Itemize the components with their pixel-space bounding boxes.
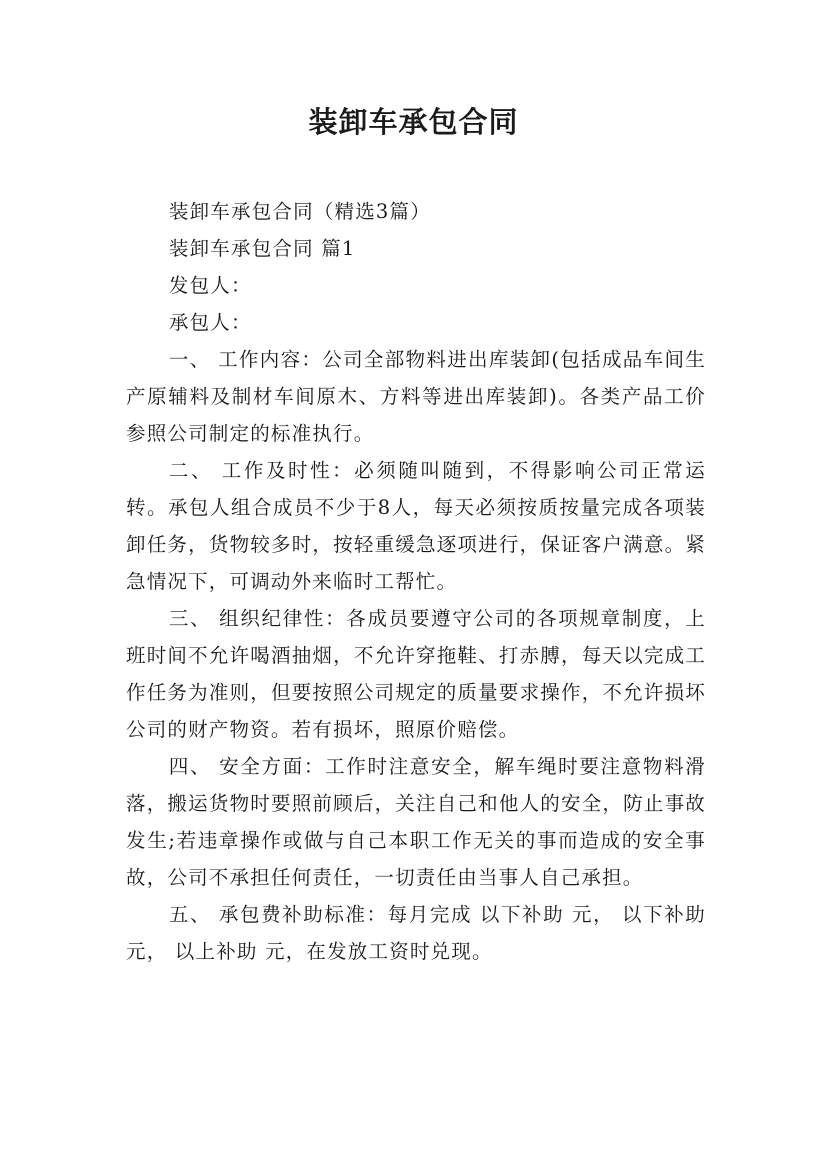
- document-title: 装卸车承包合同: [308, 105, 519, 139]
- party-contractor: 承包人：: [168, 311, 252, 334]
- clause-5-subsidy: 五、 承包费补助标准：每月完成 以下补助 元， 以下补助 元， 以上补助 元，在发放工资时兑现。: [126, 903, 706, 963]
- document-body: [126, 193, 706, 970]
- clause-1-work-content: 一、 工作内容：公司全部物料进出库装卸(包括成品车间生产原辅料及制材车间原木、方料等进出库装卸)。各类产品工价参照公司制定的标准执行。: [126, 348, 706, 445]
- section-heading: 装卸车承包合同 篇1: [168, 237, 356, 260]
- party-employer: 发包人：: [168, 274, 252, 297]
- clause-2-timeliness: 二、 工作及时性：必须随叫随到，不得影响公司正常运转。承包人组合成员不少于8人，每天必须按质按量完成各项装卸任务，货物较多时，按轻重缓急逐项进行，保证客户满意。紧急情况下，可调动外来临时工帮忙。: [126, 459, 706, 593]
- clause-3-discipline: 三、 组织纪律性：各成员要遵守公司的各项规章制度，上班时间不允许喝酒抽烟，不允许穿拖鞋、打赤膊，每天以完成工作任务为准则，但要按照公司规定的质量要求操作，不允许损坏公司的财产物资。若有损坏，照原价赔偿。: [126, 607, 706, 741]
- doc-subtitle: 装卸车承包合同（精选3篇）: [168, 200, 431, 223]
- clause-4-safety: 四、 安全方面：工作时注意安全，解车绳时要注意物料滑落，搬运货物时要照前顾后，关注自己和他人的安全，防止事故发生;若违章操作或做与自己本职工作无关的事而造成的安全事故，公司不承担任何责任，一切责任由当事人自己承担。: [126, 755, 706, 889]
